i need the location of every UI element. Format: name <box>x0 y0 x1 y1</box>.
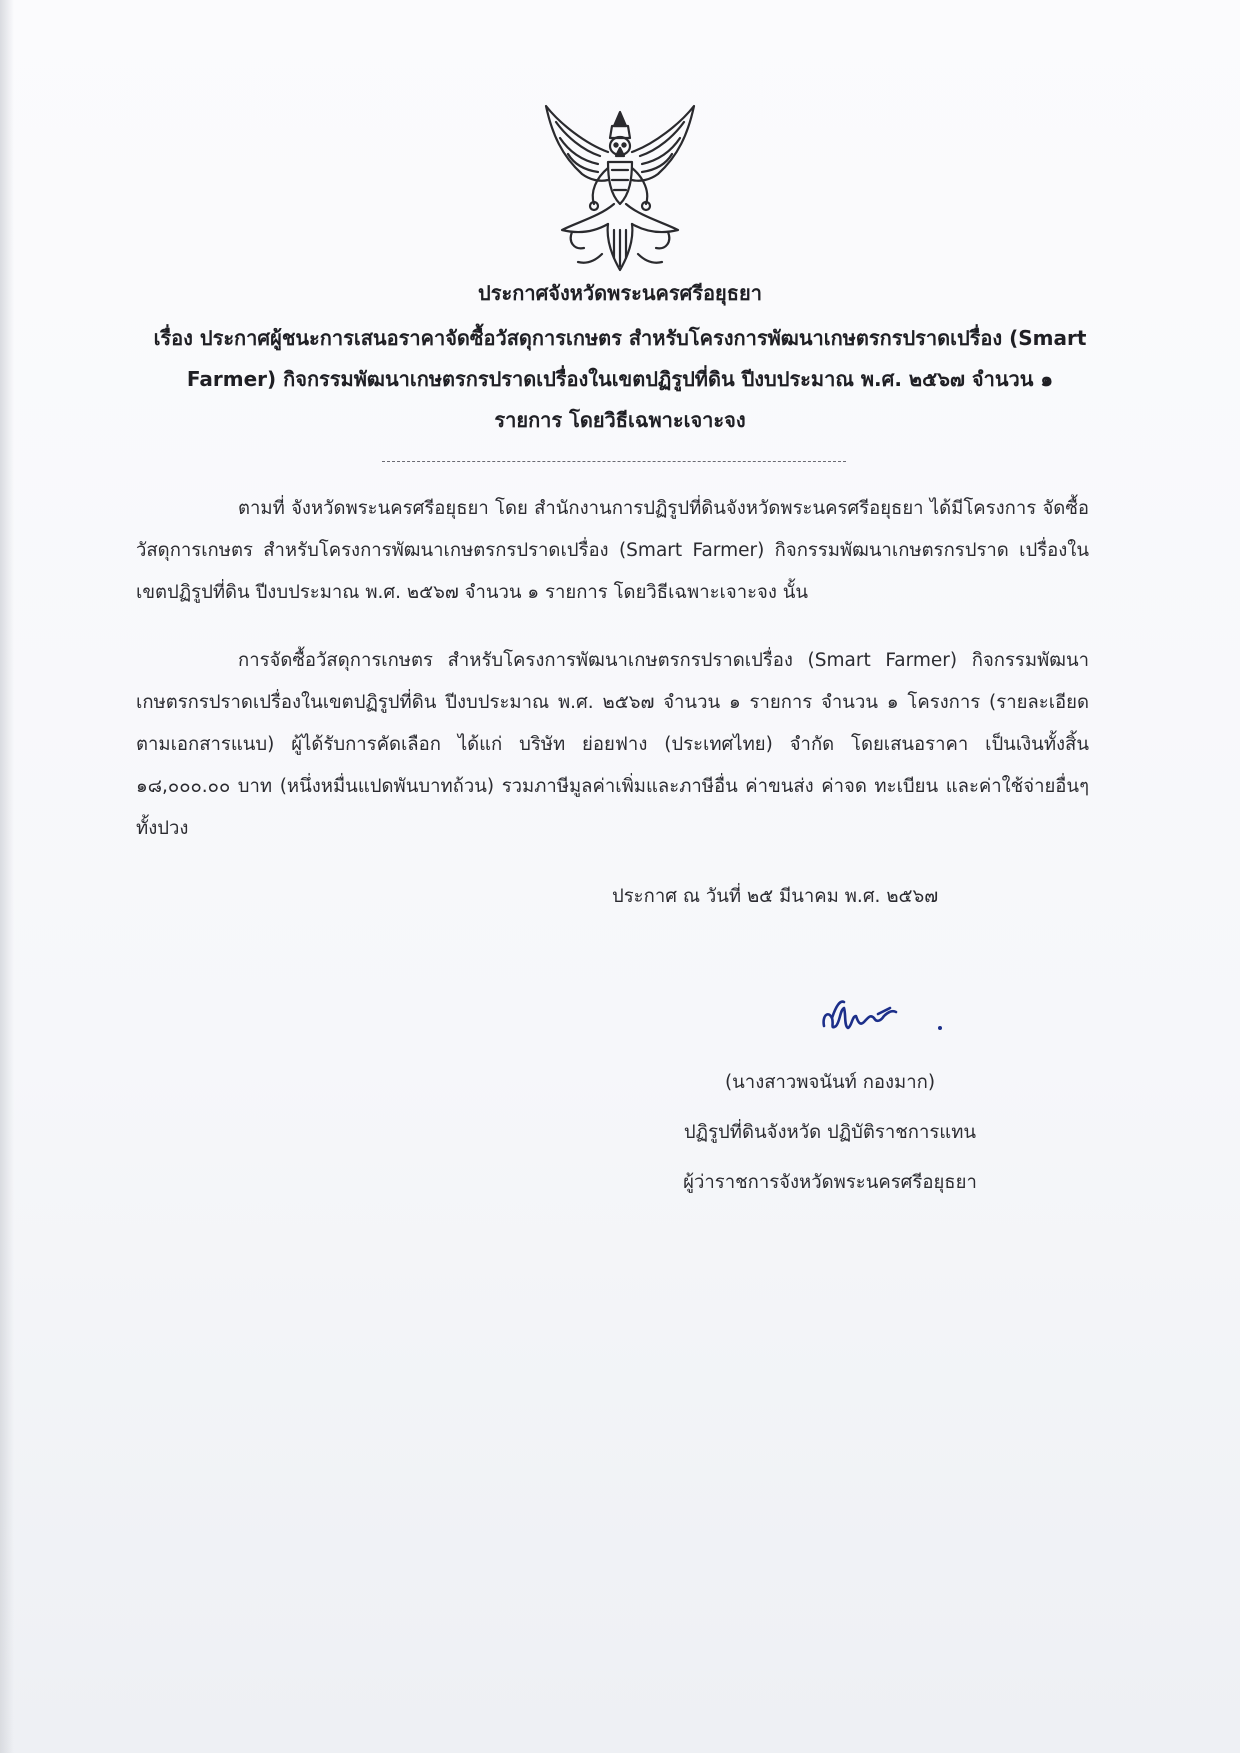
body-paragraph-1: ตามที่ จังหวัดพระนครศรีอยุธยา โดย สำนักงานการปฏิรูปที่ดินจังหวัดพระนครศรีอยุธยา ได้มีโครงการ จัดซื้อวัสดุการเกษตร สำหรับโครงการพัฒนาเกษตรกรปราดเปรื่อง (Smart Farmer) กิจกรรมพัฒนาเกษตรกรปราด เปรื่องในเขตปฏิรูปที่ดิน ปีงบประมาณ พ.ศ. ๒๕๖๗ จำนวน ๑ รายการ โดยวิธีเฉพาะเจาะจง นั้น <box>136 498 1089 603</box>
announcement-title: ประกาศจังหวัดพระนครศรีอยุธยา <box>478 281 762 305</box>
signatory-on-behalf: ผู้ว่าราชการจังหวัดพระนครศรีอยุธยา <box>683 1172 977 1193</box>
signatory-position: ปฏิรูปที่ดินจังหวัด ปฏิบัติราชการแทน <box>683 1122 977 1143</box>
announcement-subject: เรื่อง ประกาศผู้ชนะการเสนอราคาจัดซื้อวัสดุการเกษตร สำหรับโครงการพัฒนาเกษตรกรปราดเปรื่อง (Smart Farmer) กิจกรรมพัฒนาเกษตรกรปราดเปรื่องในเขตปฏิรูปที่ดิน ปีงบประมาณ พ.ศ. ๒๕๖๗ จำนวน ๑ รายการ โดยวิธีเฉพาะเจาะจง <box>153 326 1087 432</box>
announcement-date: ประกาศ ณ วันที่ ๒๕ มีนาคม พ.ศ. ๒๕๖๗ <box>612 886 939 907</box>
signatory-block <box>640 1058 1020 1208</box>
garuda-emblem-icon <box>538 104 702 274</box>
body-paragraph-2: การจัดซื้อวัสดุการเกษตร สำหรับโครงการพัฒนาเกษตรกรปราดเปรื่อง (Smart Farmer) กิจกรรมพัฒนา เกษตรกรปราดเปรื่องในเขตปฏิรูปที่ดิน ปีงบประมาณ พ.ศ. ๒๕๖๗ จำนวน ๑ รายการ จำนวน ๑ โครงการ (รายละเอียดตามเอกสารแนบ) ผู้ได้รับการคัดเลือก ได้แก่ บริษัท ย่อยฟาง (ประเทศไทย) จำกัด โดยเสนอราคา เป็นเงินทั้งสิ้น ๑๘,๐๐๐.๐๐ บาท (หนึ่งหมื่นแปดพันบาทถ้วน) รวมภาษีมูลค่าเพิ่มและภาษีอื่น ค่าขนส่ง ค่าจด ทะเบียน และค่าใช้จ่ายอื่นๆ ทั้งปวง <box>136 650 1089 839</box>
signatory-name: (นางสาวพจนันท์ กองมาก) <box>724 1072 936 1093</box>
divider-line <box>382 461 846 462</box>
handwritten-signature <box>818 996 948 1040</box>
